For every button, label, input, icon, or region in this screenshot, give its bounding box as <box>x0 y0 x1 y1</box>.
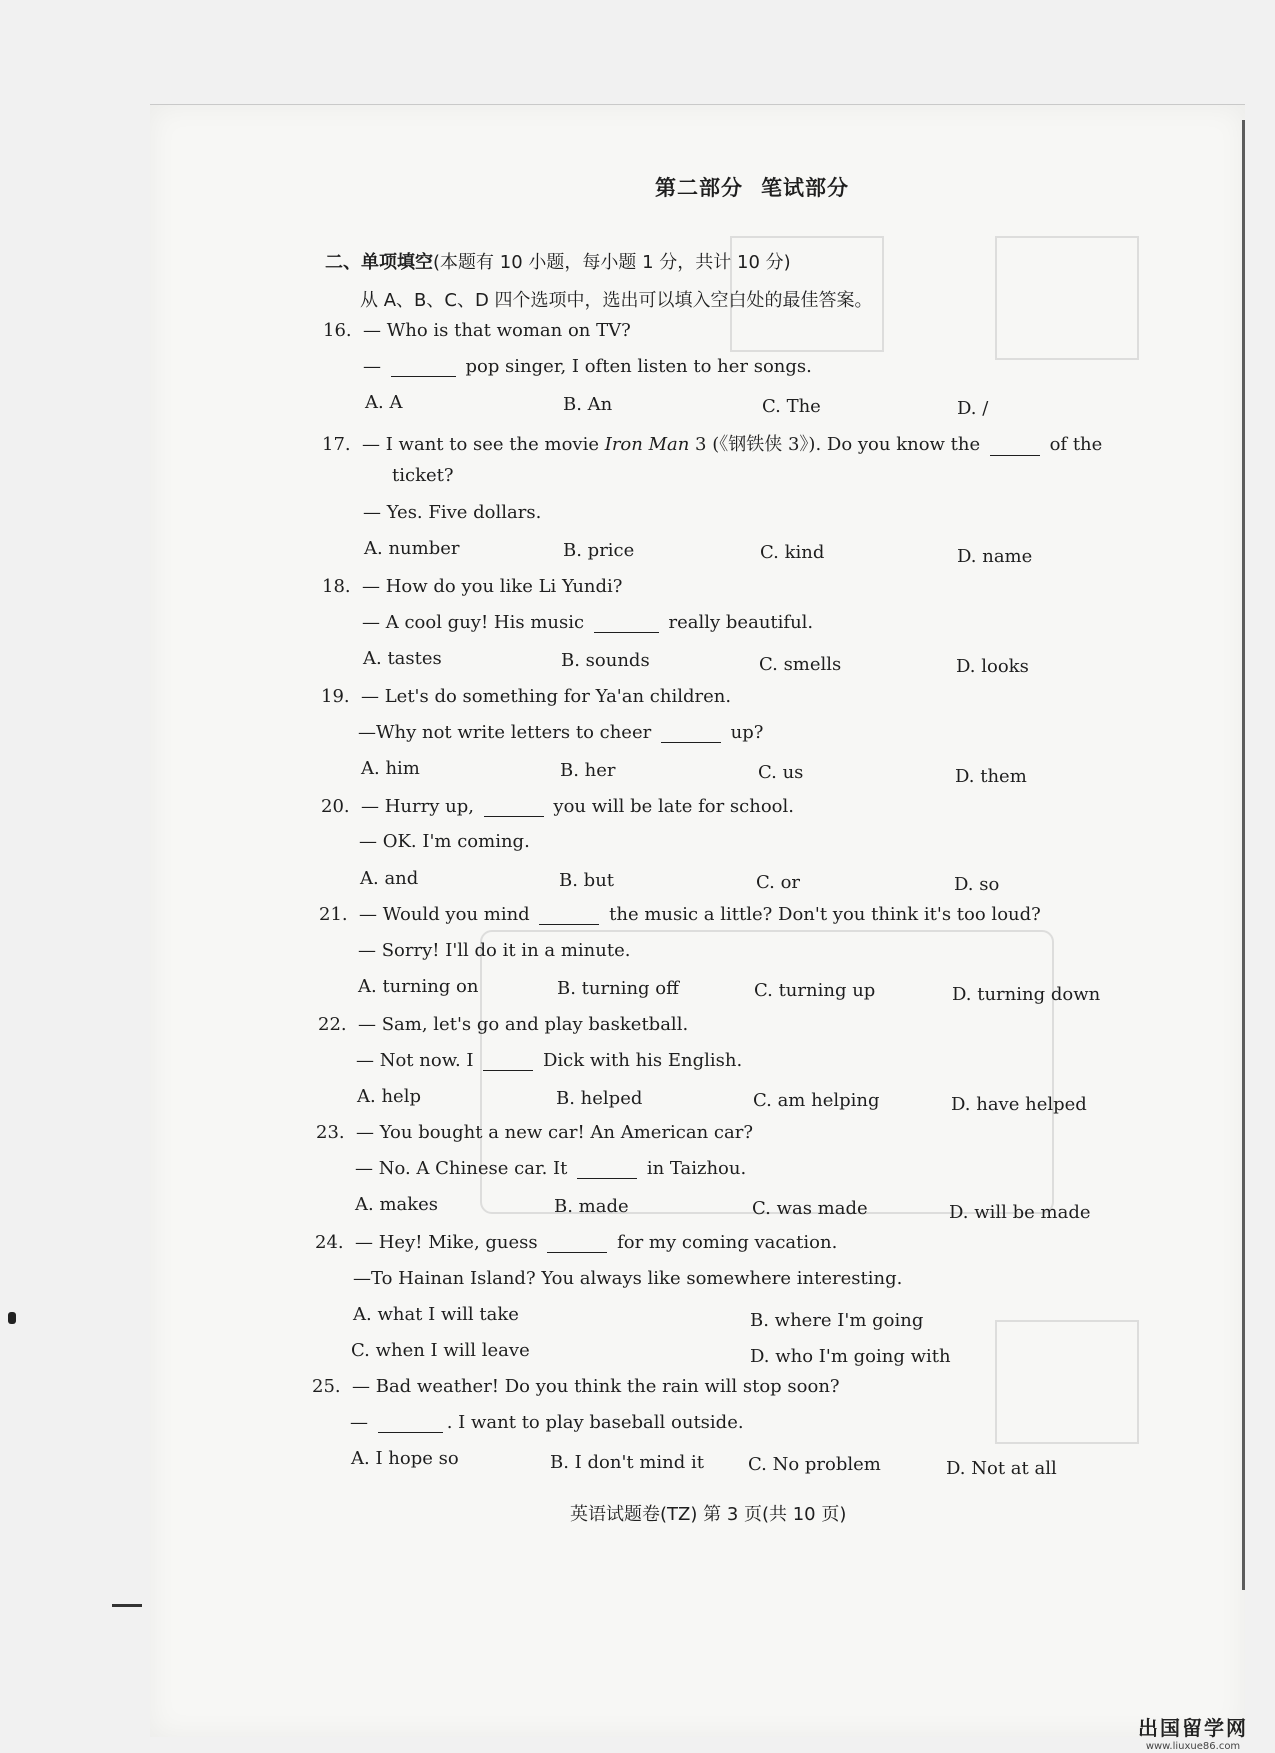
answer-blank <box>990 437 1040 456</box>
question-text-cont: 3 (《钢铁侠 3》). Do you know the <box>689 434 986 455</box>
question-number: 18. <box>322 576 351 597</box>
answer-blank <box>594 614 659 633</box>
option-d[interactable]: D. have helped <box>951 1094 1087 1115</box>
answer-blank <box>547 1234 607 1253</box>
option-d[interactable]: D. who I'm going with <box>750 1346 951 1367</box>
question-23 <box>316 1122 753 1143</box>
option-b[interactable]: B. turning off <box>557 978 679 999</box>
line-text: Dick with his English. <box>537 1050 743 1071</box>
option-a[interactable]: A. makes <box>355 1194 439 1215</box>
option-d[interactable]: D. turning down <box>952 984 1101 1005</box>
answer-line <box>356 1050 742 1071</box>
question-number: 22. <box>318 1014 347 1035</box>
question-text: — Hurry up, <box>361 796 480 817</box>
question-text-end: of the <box>1043 434 1103 455</box>
option-b[interactable]: B. but <box>559 870 615 891</box>
question-number: 16. <box>323 320 352 341</box>
section-name: 二、单项填空 <box>325 252 433 273</box>
question-text: — Would you mind <box>359 904 536 925</box>
option-d[interactable]: D. name <box>957 546 1033 567</box>
section-note: (本题有 10 小题，每小题 1 分，共计 10 分) <box>433 252 791 273</box>
part-title: 笔试部分 <box>761 176 849 200</box>
question-number: 20. <box>321 796 350 817</box>
option-a[interactable]: A. tastes <box>363 648 442 669</box>
option-d[interactable]: D. looks <box>956 656 1029 677</box>
page-footer: 英语试题卷(TZ) 第 3 页(共 10 页) <box>570 1504 847 1525</box>
answer-line <box>355 1158 746 1179</box>
question-18 <box>322 576 622 597</box>
question-22 <box>318 1014 688 1035</box>
answer-blank <box>577 1160 637 1179</box>
answer-blank <box>539 906 599 925</box>
question-24 <box>315 1232 837 1253</box>
answer-blank <box>483 1052 533 1071</box>
question-number: 24. <box>315 1232 344 1253</box>
question-17 <box>322 430 1102 456</box>
line-text: in Taizhou. <box>641 1158 747 1179</box>
answer-blank <box>484 798 544 817</box>
option-a[interactable]: A. I hope so <box>351 1448 459 1469</box>
question-text: — Hey! Mike, guess <box>355 1232 544 1253</box>
question-text-cont: for my coming vacation. <box>611 1232 838 1253</box>
question-number: 19. <box>321 686 350 707</box>
scan-dot <box>8 1312 16 1324</box>
bleed-through-picture <box>995 236 1139 360</box>
question-19 <box>321 686 731 707</box>
option-a[interactable]: A. number <box>364 538 460 559</box>
answer-blank <box>661 724 721 743</box>
line-text: . I want to play baseball outside. <box>446 1412 744 1433</box>
answer-blank <box>391 358 456 377</box>
option-b[interactable]: B. where I'm going <box>750 1310 924 1331</box>
question-text: — Let's do something for Ya'an children. <box>361 686 732 707</box>
option-a[interactable]: A. A <box>365 392 403 413</box>
answer-line <box>363 356 812 377</box>
option-d[interactable]: D. so <box>954 874 1000 895</box>
option-b[interactable]: B. price <box>563 540 635 561</box>
question-text-cont: you will be late for school. <box>547 796 794 817</box>
option-c[interactable]: C. us <box>758 762 804 783</box>
answer-line: — Yes. Five dollars. <box>363 502 542 523</box>
dash: — <box>350 1412 374 1433</box>
question-text: — Sam, let's go and play basketball. <box>358 1014 689 1035</box>
line-text: — Not now. I <box>356 1050 480 1071</box>
answer-line: —To Hainan Island? You always like somewhere interesting. <box>353 1268 903 1289</box>
option-d[interactable]: D. them <box>955 766 1027 787</box>
question-number: 17. <box>322 434 351 455</box>
option-c[interactable]: C. smells <box>759 654 842 675</box>
option-b[interactable]: B. her <box>560 760 616 781</box>
option-d[interactable]: D. / <box>957 398 989 419</box>
option-a[interactable]: A. help <box>357 1086 421 1107</box>
line-text: —Why not write letters to cheer <box>358 722 657 743</box>
option-c[interactable]: C. was made <box>752 1198 868 1219</box>
page-right-edge <box>1242 120 1245 1590</box>
option-b[interactable]: B. An <box>563 394 613 415</box>
watermark-title: 出国留学网 <box>1138 1716 1248 1740</box>
option-c[interactable]: C. when I will leave <box>351 1340 530 1361</box>
question-25 <box>312 1376 840 1397</box>
option-c[interactable]: C. The <box>762 396 821 417</box>
answer-line <box>358 722 763 743</box>
answer-blank <box>378 1414 443 1433</box>
answer-line: — Sorry! I'll do it in a minute. <box>358 940 631 961</box>
answer-line <box>362 612 813 633</box>
option-a[interactable]: A. what I will take <box>353 1304 519 1325</box>
question-text-cont: the music a little? Don't you think it's too loud? <box>603 904 1041 925</box>
option-b[interactable]: B. I don't mind it <box>550 1452 705 1473</box>
option-a[interactable]: A. turning on <box>358 976 479 997</box>
question-text-wrap: ticket? <box>392 465 454 486</box>
bleed-through-picture <box>995 1320 1139 1444</box>
line-text: — A cool guy! His music <box>362 612 590 633</box>
option-b[interactable]: B. helped <box>556 1088 643 1109</box>
line-text: pop singer, I often listen to her songs. <box>459 356 812 377</box>
question-text: — I want to see the movie <box>362 434 605 455</box>
site-watermark[interactable] <box>1138 1712 1248 1752</box>
section-title <box>325 248 791 274</box>
line-text: — No. A Chinese car. It <box>355 1158 574 1179</box>
question-text: — Bad weather! Do you think the rain will stop soon? <box>352 1376 840 1397</box>
option-c[interactable]: C. turning up <box>754 980 876 1001</box>
crop-mark <box>112 1604 142 1607</box>
watermark-url: www.liuxue86.com <box>1145 1741 1241 1752</box>
option-a[interactable]: A. and <box>360 868 419 889</box>
question-number: 25. <box>312 1376 341 1397</box>
answer-line: — OK. I'm coming. <box>359 831 530 852</box>
line-text: really beautiful. <box>662 612 814 633</box>
part-heading <box>655 172 849 202</box>
option-c[interactable]: C. or <box>756 872 801 893</box>
option-a[interactable]: A. him <box>361 758 420 779</box>
option-c[interactable]: C. am helping <box>753 1090 880 1111</box>
movie-title: Iron Man <box>604 434 690 455</box>
option-d[interactable]: D. will be made <box>949 1202 1091 1223</box>
option-c[interactable]: C. kind <box>760 542 825 563</box>
question-text: — How do you like Li Yundi? <box>362 576 623 597</box>
dash: — <box>363 356 387 377</box>
question-text: — Who is that woman on TV? <box>363 320 631 341</box>
page-top-edge <box>150 104 1245 105</box>
option-c[interactable]: C. No problem <box>748 1454 881 1475</box>
question-16 <box>323 320 631 341</box>
option-b[interactable]: B. sounds <box>561 650 650 671</box>
line-text: up? <box>724 722 764 743</box>
question-number: 21. <box>319 904 348 925</box>
answer-line <box>350 1412 744 1433</box>
section-instruction: 从 A、B、C、D 四个选项中，选出可以填入空白处的最佳答案。 <box>360 290 873 311</box>
part-label: 第二部分 <box>655 176 743 200</box>
question-text: — You bought a new car! An American car? <box>356 1122 754 1143</box>
option-b[interactable]: B. made <box>554 1196 629 1217</box>
question-number: 23. <box>316 1122 345 1143</box>
question-20 <box>321 796 794 817</box>
option-d[interactable]: D. Not at all <box>946 1458 1057 1479</box>
question-21 <box>319 904 1041 925</box>
